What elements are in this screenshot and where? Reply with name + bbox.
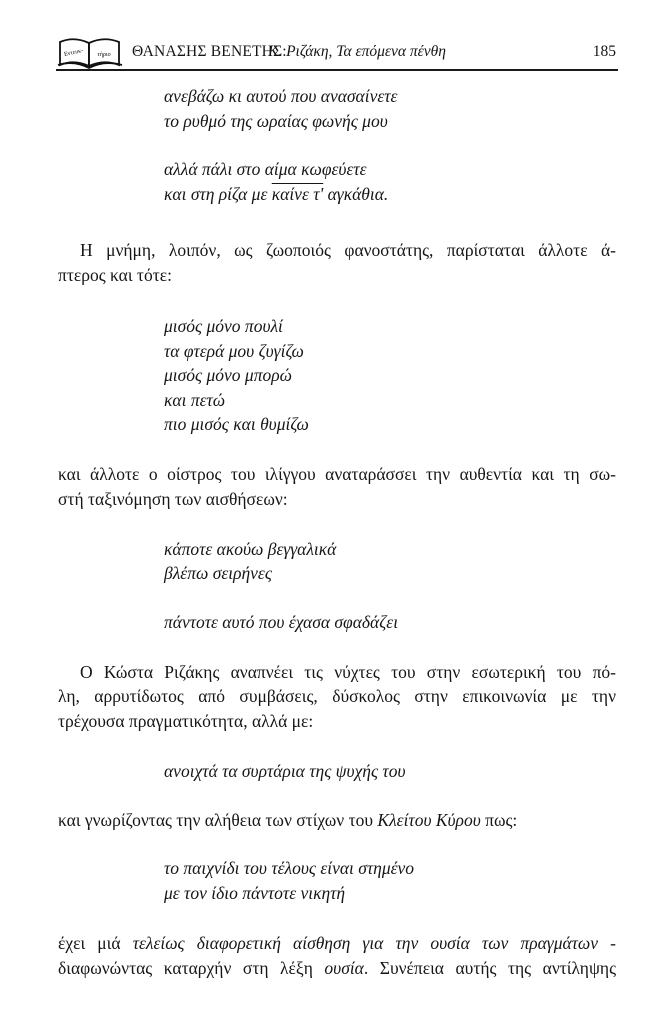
paragraph-line: τρέχουσα πραγματικότητα, αλλά με: [58,711,314,731]
poem-line: μισός μόνο πουλί [164,316,283,336]
paragraph-line: Η μνήμη, λοιπόν, ως ζωοποιός φανοστάτης, παρίσταται άλλοτε ά- [80,240,616,260]
paragraph-text: πως: [480,810,518,830]
poem-line: βλέπω σειρήνες [164,563,272,583]
logo-text-bottom: τήριο [97,52,111,58]
paragraph-line: λη, αρρυτίδωτος από συμβάσεις, δύσκολος στην επικοινωνία με την [58,686,616,706]
header-book-title: Κ. Ριζάκη, Τα επόμενα πένθη [268,43,446,60]
poem-line: αλλά πάλι στο αίμα κωφεύετε [164,159,367,179]
paragraph-line [58,931,616,955]
poem-line: πάντοτε αυτό που έχασα σφαδάζει [164,612,399,632]
paragraph-line: στή ταξινόμηση των αισθήσεων: [58,489,288,509]
paragraph-text: έχει μιά [58,933,133,953]
header-rule [56,69,618,71]
emphasis-text: ουσία [324,958,364,978]
paragraph-text: - [598,933,617,953]
paragraph-line [58,808,517,832]
poem-line: πιο μισός και θυμίζω [164,414,309,434]
paragraph-text: . Συνέπεια αυτής της αντίληψης [363,958,616,978]
poem-line: μισός μόνο μπορώ [164,365,292,385]
poem-line: κάποτε ακούω βεγγαλικά [164,539,337,559]
page-number: 185 [592,43,616,60]
open-book-logo-icon [56,34,124,70]
poem-line [164,182,388,206]
poem-text: αγκάθια. [323,184,389,204]
poet-name: Κλείτου Κύρου [377,810,481,830]
poem-line: το παιχνίδι του τέλους είναι στημένο [164,858,415,878]
overlined-text: καίνε τ' [271,184,324,204]
running-header [56,32,616,72]
poem-text: και στη ρίζα με [164,184,272,204]
paragraph-line: και άλλοτε ο οίστρος του ιλίγγου αναταράσσει την αυθεντία και τη σω- [58,464,616,484]
paragraph-text: διαφωνώντας καταρχήν στη λέξη [58,958,325,978]
paragraph-text: και γνωρίζοντας την αλήθεια των στίχων του [58,810,378,830]
paragraph-line: πτερος και τότε: [58,265,172,285]
poem-line: ανεβάζω κι αυτού που ανασαίνετε [164,86,398,106]
poem-line: και πετώ [164,390,225,410]
logo-text-top: Εντευκ- [63,48,84,58]
emphasis-text: τελείως διαφορετική αίσθηση για την ουσία των πραγμάτων [132,933,599,953]
paragraph-line [58,956,616,980]
header-author: ΘΑΝΑΣΗΣ ΒΕΝΕΤΗΣ: [132,43,287,60]
poem-line: με τον ίδιο πάντοτε νικητή [164,883,346,903]
paragraph-line: Ο Κώστα Ριζάκης αναπνέει τις νύχτες του στην εσωτερική του πό- [80,662,616,682]
poem-line: το ρυθμό της ωραίας φωνής μου [164,111,388,131]
poem-line: ανοιχτά τα συρτάρια της ψυχής του [164,761,406,781]
poem-line: τα φτερά μου ζυγίζω [164,341,304,361]
